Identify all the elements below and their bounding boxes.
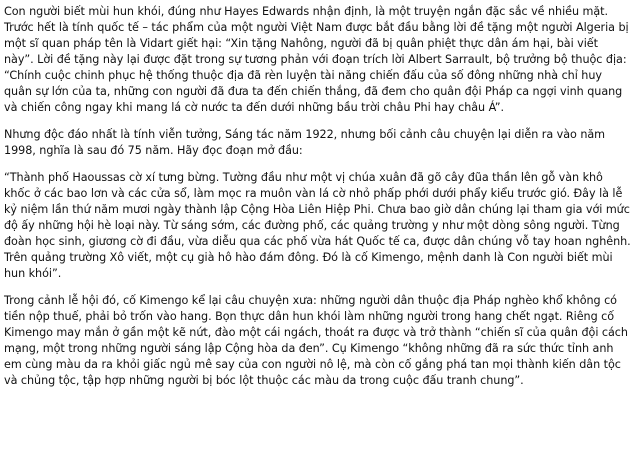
paragraph-opening-quote: “Thành phố Haoussas cờ xí tưng bừng. Tường đầu như một vị chúa xuân đã gõ cây đũa thần lên gỗ vàn khô khốc ở các bao lơn và các cửa sổ, làm mọc ra muôn vàn lá cờ nhỏ phấp phới dưới phẩy kiểu trước gió. Đây là lễ kỷ niệm lần thứ năm mươi ngày thành lập Cộng Hòa Liên Hiệp Phi. Chưa bao giờ dân chúng lại tham gia với mức độ ấy những hội hè loại này. Từ sáng sớm, các đường phố, các quảng trường y như một dòng sông người. Từng đoàn học sinh, giương cờ đi đầu, vừa diễu qua các phố vừa hát Quốc tế ca, được dân chúng vỗ tay hoan nghênh. Trên quảng trường Xô viết, một cụ già hô hào đám đông. Đó là cố Kimengo, mệnh danh là Con người biết mùi hun khói”. [4,171,631,280]
paragraph-intro: Con người biết mùi hun khói, đúng như Hayes Edwards nhận định, là một truyện ngắn đặc sắc về nhiều mặt. Trước hết là tính quốc tế – tác phẩm của một người Việt Nam được bắt đầu bằng lời đề tặng một người Algeria bị một sĩ quan pháp tên là Vidart giết hại: “Xin tặng Nahông, người đã bị quân phiệt thực dân ám hại, bài viết này”. Lời đề tặng này lại được đặt trong sự tương phản với đoạn trích lời Albert Sarrault, bộ trưởng bộ thuộc địa: “Chính cuộc chinh phục hệ thống thuộc địa đã rèn luyện tài năng chiến đấu của số đông những nhà chỉ huy quân sự lớn của ta, những con người đã đưa ta đến chiến thắng, đã đem cho quân đội Pháp ca ngợi vinh quang và chiến công ngay khi mang lá cờ nước ta đến dưới những bầu trời châu Phi hay châu Á”. [4,5,629,114]
paragraph-kimengo-story: Trong cảnh lễ hội đó, cố Kimengo kể lại câu chuyện xưa: những người dân thuộc địa Pháp nghèo khổ không có tiền nộp thuế, phải bỏ trốn vào hang. Bọn thực dân hun khói làm những người trong hang chết ngạt. Riêng cố Kimengo may mắn ở gần một kẽ nứt, đào một cái ngách, thoát ra được và trở thành “chiến sĩ của quân đội cách mạng, một trong những người sáng lập Cộng hòa da đen”. Cụ Kimengo “không những đã ra sức thức tỉnh anh em cùng màu da ra khỏi giấc ngủ mê say của con người nô lệ, mà còn cố gắng phá tan mọi thành kiến dân tộc và chủng tộc, tập hợp những người bị bóc lột thuộc các màu da trong cuộc đấu tranh chung”. [4,294,628,387]
paragraph-science-fiction: Nhưng độc đáo nhất là tính viễn tưởng, Sáng tác năm 1922, nhưng bối cảnh câu chuyện lại diễn ra vào năm 1998, nghĩa là sau đó 75 năm. Hãy đọc đoạn mở đầu: [4,128,606,157]
